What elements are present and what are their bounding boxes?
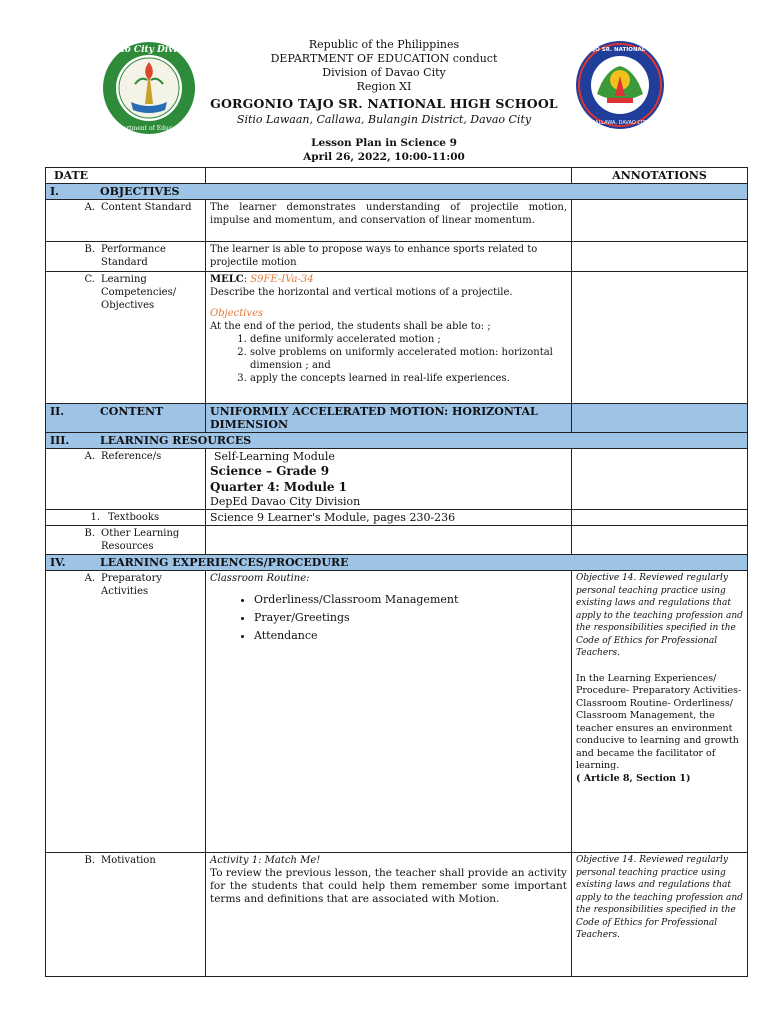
other-resources-annotation — [572, 526, 748, 555]
motivation-label: B. Motivation — [46, 853, 206, 977]
section-content — [46, 404, 748, 433]
date-row — [46, 168, 748, 184]
content-annotation — [572, 404, 748, 433]
logo-right-bottom-label: CALLAWA, DAVAO CITY — [591, 120, 649, 126]
melc-description: Describe the horizontal and vertical motions of a projectile. — [210, 287, 513, 298]
competencies-row — [46, 272, 748, 404]
other-resources-text — [206, 526, 572, 555]
objective-item: 2. solve problems on uniformly accelerated motion: horizontal dimension ; and — [250, 346, 567, 372]
content-topic: UNIFORMLY ACCELERATED MOTION: HORIZONTAL DIMENSION — [206, 404, 572, 433]
other-resources-row — [46, 526, 748, 555]
melc-label: MELC — [210, 274, 244, 285]
objectives-intro: At the end of the period, the students shall be able to: ; — [210, 321, 491, 332]
lesson-plan-title: Lesson Plan in Science 9 — [311, 137, 457, 149]
division-line: Division of Davao City — [322, 66, 446, 79]
references-text — [206, 449, 572, 510]
references-annotation — [572, 449, 748, 510]
section-procedure — [46, 555, 748, 571]
reference-line: Quarter 4: Module 1 — [210, 480, 348, 494]
preparatory-text — [206, 571, 572, 853]
preparatory-label: A. Preparatory Activities — [46, 571, 206, 853]
header-text-block — [200, 38, 568, 127]
logo-left-label: Davao City Division — [100, 45, 198, 55]
routine-item: • Prayer/Greetings — [254, 609, 567, 627]
routine-item: • Attendance — [254, 627, 567, 645]
date-label: DATE — [46, 168, 206, 184]
routine-item: • Orderliness/Classroom Management — [254, 591, 567, 609]
performance-standard-text: The learner is able to propose ways to enhance sports related to projectile motion — [206, 242, 572, 272]
activity-heading: Activity 1: Match Me! — [210, 855, 321, 866]
reference-line: Self-Learning Module — [214, 450, 335, 463]
performance-standard-annotation — [572, 242, 748, 272]
competencies-annotation — [572, 272, 748, 404]
davao-division-logo — [101, 40, 197, 136]
logo-right-label: GORGONIO TAJO SR. NATIONAL HIGH SCHOOL — [549, 47, 691, 53]
motivation-text — [206, 853, 572, 977]
section-procedure-label: IV. LEARNING EXPERIENCES/PROCEDURE — [46, 555, 748, 571]
motivation-annotation — [572, 853, 748, 977]
textbooks-annotation — [572, 510, 748, 526]
routine-list — [210, 591, 567, 645]
annotation-objective: Objective 14. Reviewed regularly personal teaching practice using existing laws and regulations that apply to the teaching profession and the responsibilities specified in the Code of Ethics for Professional Teachers. — [576, 855, 743, 940]
textbooks-text: Science 9 Learner's Module, pages 230-236 — [206, 510, 572, 526]
school-name: GORGONIO TAJO SR. NATIONAL HIGH SCHOOL — [210, 96, 558, 111]
objective-item: 3. apply the concepts learned in real-life experiences. — [250, 372, 567, 385]
textbooks-row — [46, 510, 748, 526]
competencies-label: C. Learning Competencies/ Objectives — [46, 272, 206, 404]
performance-standard-row — [46, 242, 748, 272]
school-logo — [549, 40, 691, 130]
region-line: Region XI — [356, 80, 412, 93]
section-resources — [46, 433, 748, 449]
school-address: Sitio Lawaan, Callawa, Bulangin District, Davao City — [236, 113, 532, 126]
annotation-article: ( Article 8, Section 1) — [576, 772, 691, 784]
objectives-list — [210, 333, 567, 385]
content-standard-text: The learner demonstrates understanding of projectile motion, impulse and momentum, and conservation of linear momentum. — [206, 200, 572, 242]
republic-line: Republic of the Philippines — [308, 38, 460, 51]
performance-standard-label: B. Performance Standard — [46, 242, 206, 272]
references-row — [46, 449, 748, 510]
competencies-text: MELC: S9FE-IVa-34 Describe the horizontal and vertical motions of a projectile. Objectives At the end of the period, the students shall be able to: ; 1. define uniformly accelerated motion ; 2. solve problems on uniformly accelerated motion: horizontal dimension ; and 3. apply the concepts learned in real-life experiences. — [206, 272, 572, 404]
annotation-explanation: In the Learning Experiences/ Procedure- Preparatory Activities- Classroom Routine- Orderliness/ Classroom Management, the teacher ensures an environment conducive to learning and growth and became the facilitator of learning. — [576, 672, 742, 771]
motivation-row — [46, 853, 748, 977]
annotations-header: ANNOTATIONS — [572, 168, 748, 184]
section-content-label: II. CONTENT — [46, 404, 206, 433]
logo-left-bottom-label: Department of Education — [110, 125, 188, 132]
content-standard-label: A. Content Standard — [46, 200, 206, 242]
content-standard-annotation — [572, 200, 748, 242]
reference-line: Science – Grade 9 — [210, 464, 330, 478]
preparatory-annotation — [572, 571, 748, 853]
annotation-objective: Objective 14. Reviewed regularly personal teaching practice using existing laws and regulations that apply to the teaching profession and the responsibilities specified in the Code of Ethics for Professional Teachers. — [576, 573, 743, 658]
activity-description: To review the previous lesson, the teacher shall provide an activity for the students that could help them remember some important terms and definitions that are associated with Motion. — [210, 867, 567, 905]
preparatory-row — [46, 571, 748, 853]
section-objectives — [46, 184, 748, 200]
date-value — [206, 168, 572, 184]
section-objectives-label: I. OBJECTIVES — [46, 184, 748, 200]
other-resources-label: B. Other Learning Resources — [46, 526, 206, 555]
objective-item: 1. define uniformly accelerated motion ; — [250, 333, 567, 346]
lesson-plan-table — [45, 167, 748, 977]
references-label: A. Reference/s — [46, 449, 206, 510]
melc-code: S9FE-IVa-34 — [250, 274, 314, 285]
content-standard-row — [46, 200, 748, 242]
textbooks-label: 1. Textbooks — [46, 510, 206, 526]
lesson-date: April 26, 2022, 10:00-11:00 — [303, 151, 465, 163]
routine-heading: Classroom Routine: — [210, 573, 310, 584]
deped-line: DEPARTMENT OF EDUCATION conduct — [270, 52, 498, 65]
objectives-heading: Objectives — [210, 308, 264, 319]
section-resources-label: III. LEARNING RESOURCES — [46, 433, 748, 449]
reference-line: DepEd Davao City Division — [210, 495, 361, 508]
